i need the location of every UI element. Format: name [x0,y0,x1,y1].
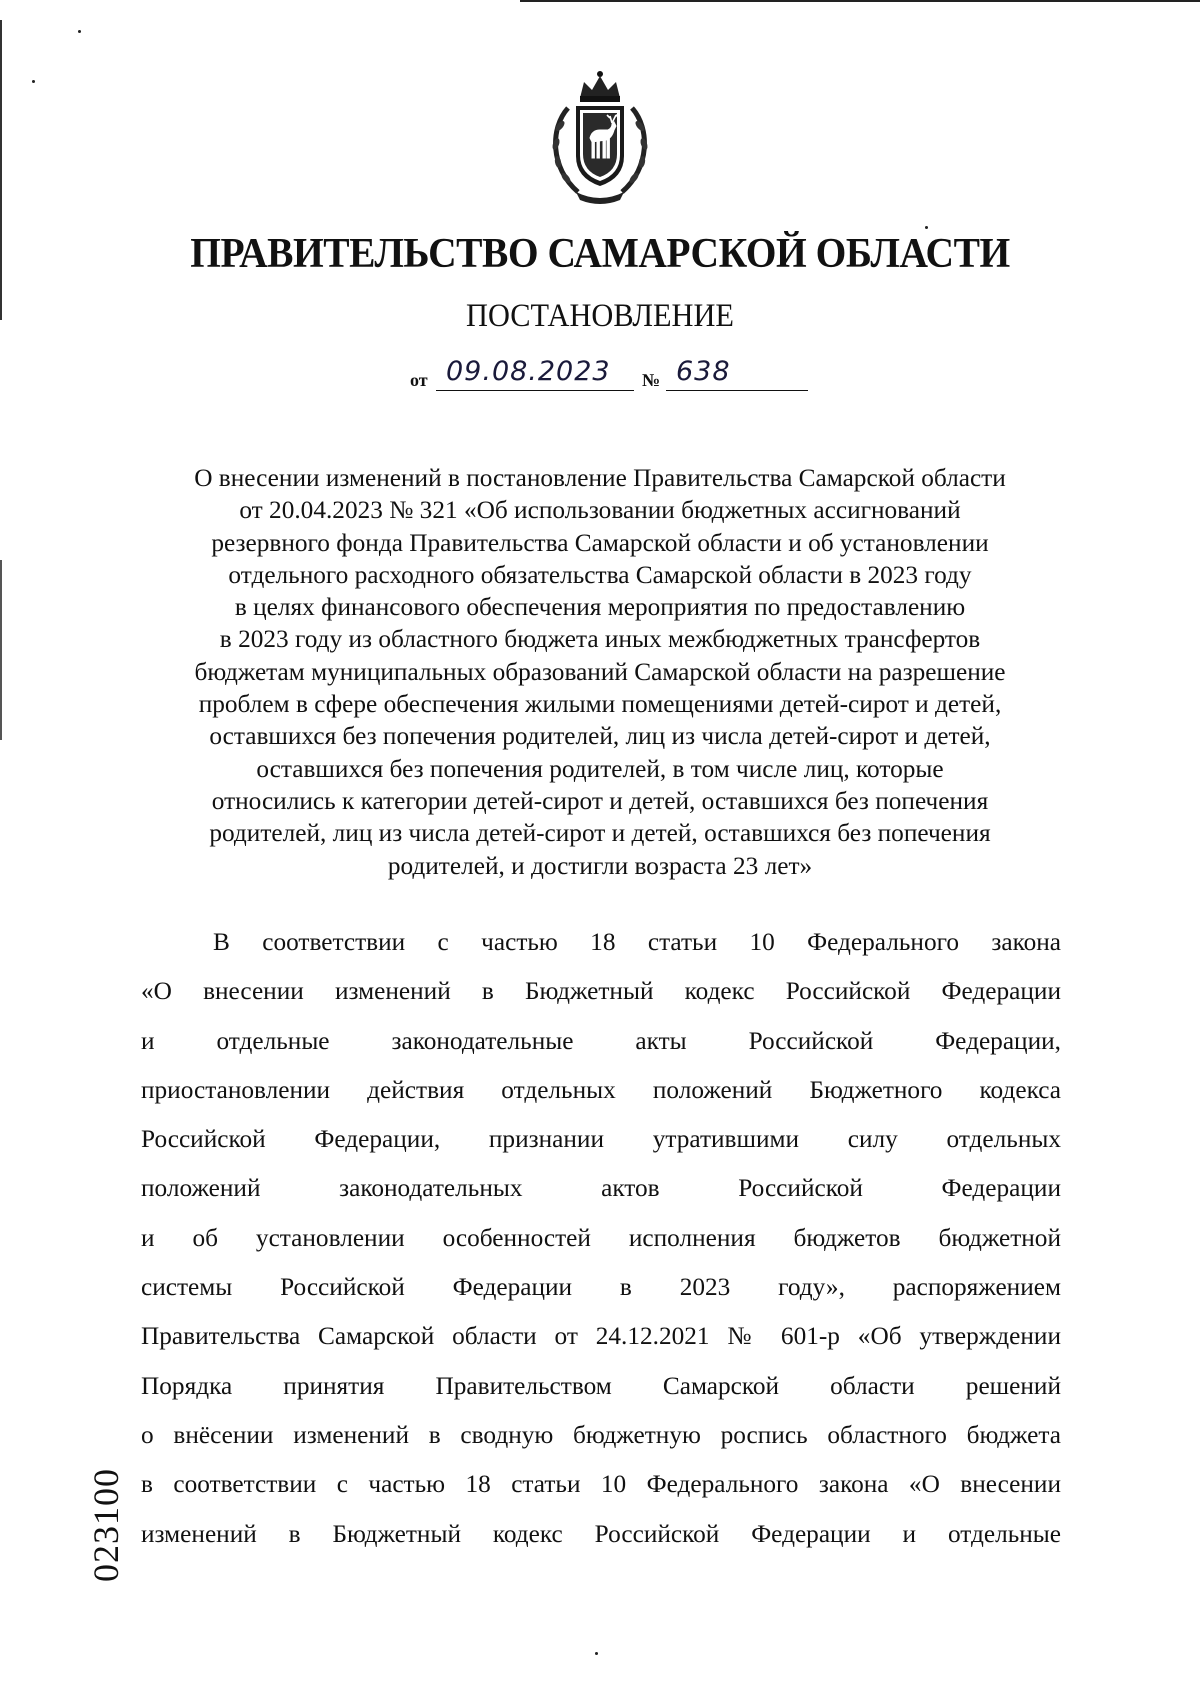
handwritten-date: 09.08.2023 [446,356,611,387]
serial-number-text: 023100 [86,1468,126,1582]
body-line: Российской Федерации, признании утратившими силу отдельных [141,1125,1061,1154]
subject-line: относились к категории детей-сирот и детей, оставшихся без попечения [211,786,989,815]
body-line: В соответствии с частью 18 статьи 10 Федерального закона [213,928,1061,956]
scan-edge-top [520,0,1200,2]
coat-of-arms-emblem [540,68,660,208]
scan-speck [78,30,81,33]
organization-title: ПРАВИТЕЛЬСТВО САМАРСКОЙ ОБЛАСТИ [190,231,1010,277]
body-paragraph [141,918,1061,1559]
subject-line: отдельного расходного обязательства Самарской области в 2023 году [228,560,972,589]
subject-line: от 20.04.2023 № 321 «Об использовании бюджетных ассигнований [239,496,961,525]
subject-line: проблем в сфере обеспечения жилыми помещениями детей-сирот и детей, [198,690,1002,719]
body-line: «О внесении изменений в Бюджетный кодекс Российской Федерации [141,977,1061,1006]
scan-speck [925,226,928,229]
number-label: № [642,370,661,390]
subject-line: оставшихся без попечения родителей, лиц из числа детей-сирот и детей, [209,722,991,751]
scan-speck [32,80,35,83]
document-subject [130,462,1070,882]
subject-line: резервного фонда Правительства Самарской области и об установлении [211,528,989,557]
body-line: о внёсении изменений в сводную бюджетную роспись областного бюджета [141,1420,1061,1449]
scan-edge-left-lower [0,560,2,740]
subject-line: бюджетам муниципальных образований Самарской области на разрешение [194,657,1006,686]
body-line: и об установлении особенностей исполнения бюджетов бюджетной [141,1223,1061,1252]
body-line: Правительства Самарской области от 24.12.2021 № 601-р «Об утверждении [141,1322,1061,1351]
subject-line: родителей, и достигли возраста 23 лет» [387,851,813,880]
subject-line: О внесении изменений в постановление Правительства Самарской области [194,464,1006,492]
scan-edge-left [0,20,2,320]
body-line: положений законодательных актов Российской Федерации [141,1174,1061,1203]
body-line: изменений в Бюджетный кодекс Российской Федерации и отдельные [141,1519,1061,1548]
subject-line: в целях финансового обеспечения мероприятия по предоставлению [234,593,966,622]
subject-line: в 2023 году из областного бюджета иных межбюджетных трансфертов [219,625,981,654]
handwritten-number: 638 [676,356,731,387]
form-serial-number [86,1450,126,1600]
body-line: Порядка принятия Правительством Самарской области решений [141,1371,1061,1400]
date-label: от [410,370,428,390]
subject-line: оставшихся без попечения родителей, в том числе лиц, которые [256,754,944,783]
number-underline [666,390,808,391]
date-number-line [410,355,810,395]
body-line: и отдельные законодательные акты Российской Федерации, [141,1026,1061,1055]
body-line: приостановлении действия отдельных положений Бюджетного кодекса [141,1075,1061,1104]
scan-speck [595,1652,598,1655]
date-underline [436,390,634,391]
body-line: системы Российской Федерации в 2023 году», распоряжением [141,1273,1061,1302]
subject-line: родителей, лиц из числа детей-сирот и детей, оставшихся без попечения [209,819,991,848]
body-line: в соответствии с частью 18 статьи 10 Федерального закона «О внесении [141,1470,1061,1499]
document-type: ПОСТАНОВЛЕНИЕ [466,298,734,334]
